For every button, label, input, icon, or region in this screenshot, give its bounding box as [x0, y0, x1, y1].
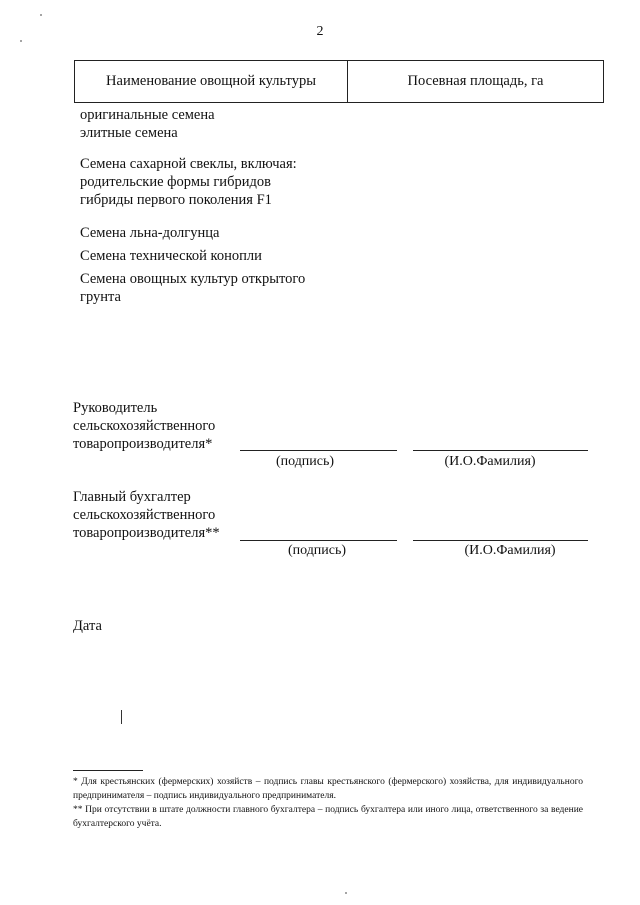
footnote-1: * Для крестьянских (фермерских) хозяйств – подпись главы крестьянского (фермерского) хозяйства, для индивидуального предпринимателя – подпись индивидуального предпринимателя.: [73, 777, 583, 801]
head-signature-label: [73, 399, 215, 453]
row-line: Семена технической конопли: [80, 248, 262, 264]
row-line: Семена сахарной свеклы, включая:: [80, 156, 297, 172]
column-header-sown-area: Посевная площадь, га: [407, 73, 544, 89]
scan-speck: [20, 40, 22, 42]
row-line: Семена льна-долгунца: [80, 225, 220, 241]
footnote-separator: [73, 770, 143, 771]
accountant-signature-label: [73, 488, 220, 542]
accountant-signature-caption: (подпись): [287, 543, 347, 558]
label-line: товаропроизводителя**: [73, 525, 220, 541]
row-flax-seeds: [80, 224, 219, 242]
label-line: Руководитель: [73, 400, 158, 416]
row-line: родительские формы гибридов: [80, 174, 271, 190]
row-line: Семена овощных культур открытого: [80, 271, 306, 287]
scan-mark: [121, 710, 122, 724]
head-name-line: [413, 450, 588, 451]
row-vegetable-seeds: [80, 270, 305, 306]
head-name-caption: (И.О.Фамилия): [444, 454, 536, 469]
row-line: элитные семена: [80, 125, 178, 141]
accountant-name-caption: (И.О.Фамилия): [464, 543, 556, 558]
footnote-2: ** При отсутствии в штате должности главного бухгалтера – подпись бухгалтера или иного лица, ответственного за ведение бухгалтерского учёта.: [73, 805, 583, 829]
table-header: [74, 60, 604, 103]
row-line: грунта: [80, 289, 121, 305]
accountant-signature-line: [240, 540, 397, 541]
scan-speck: [40, 14, 42, 16]
date-label: Дата: [73, 618, 102, 634]
accountant-name-line: [413, 540, 588, 541]
page-number: 2: [316, 24, 324, 39]
label-line: Главный бухгалтер: [73, 489, 191, 505]
scan-speck: [345, 892, 347, 894]
head-signature-line: [240, 450, 397, 451]
row-original-elite-seeds: [80, 106, 215, 142]
label-line: сельскохозяйственного: [73, 418, 216, 434]
row-line: гибриды первого поколения F1: [80, 192, 272, 208]
label-line: сельскохозяйственного: [73, 507, 216, 523]
row-hemp-seeds: [80, 247, 262, 265]
head-signature-caption: (подпись): [275, 454, 335, 469]
label-line: товаропроизводителя*: [73, 436, 213, 452]
footnotes: [73, 775, 583, 831]
column-header-crop-name: Наименование овощной культуры: [75, 61, 348, 102]
row-sugar-beet-seeds: [80, 155, 297, 209]
row-line: оригинальные семена: [80, 107, 215, 123]
